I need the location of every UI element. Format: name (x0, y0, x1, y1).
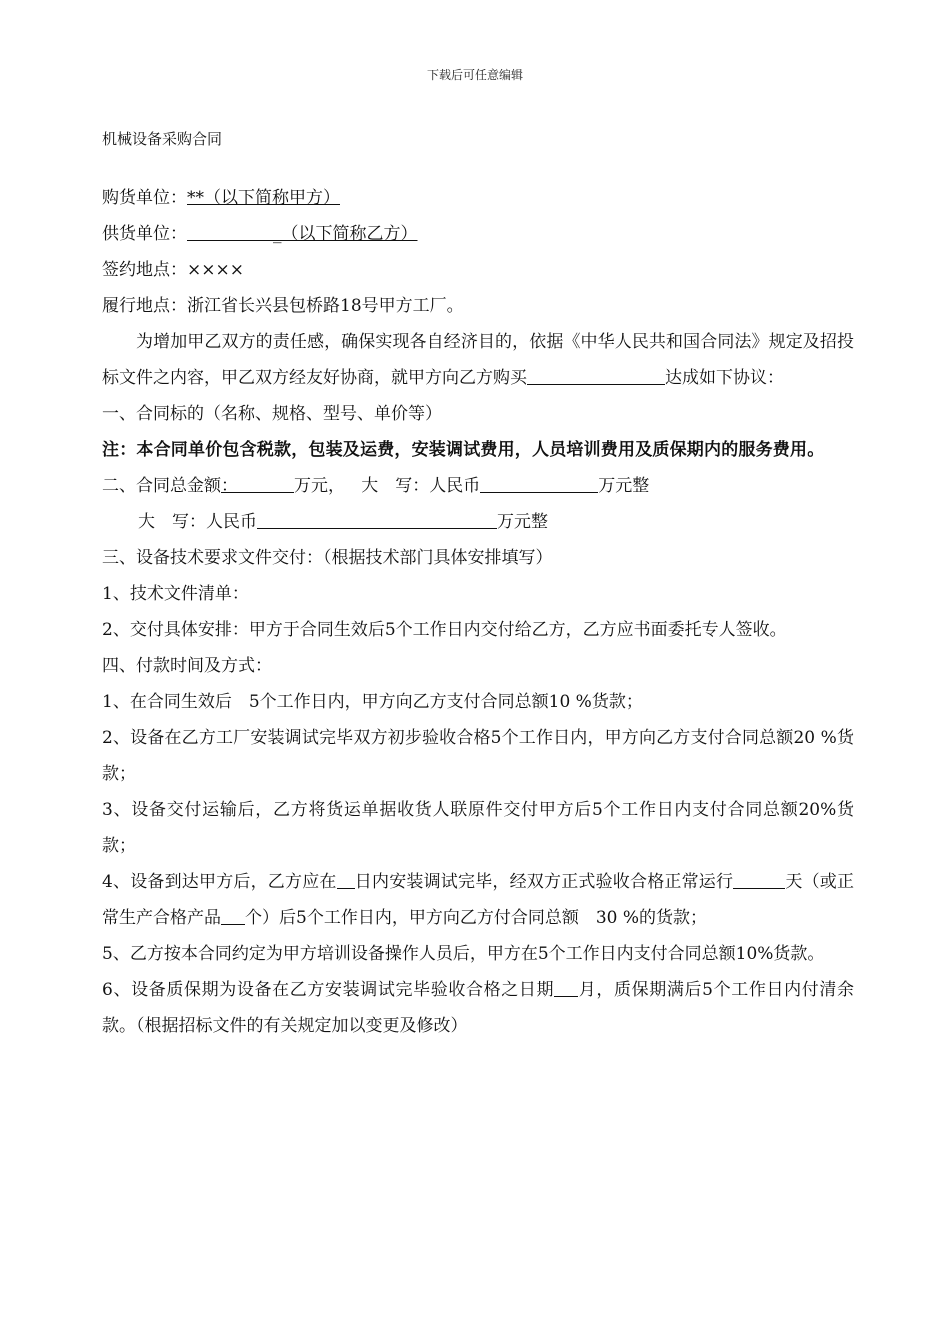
s4-item2: 2、设备在乙方工厂安装调试完毕双方初步验收合格5个工作日内，甲方向乙方支付合同总额20 %货款； (102, 728, 854, 784)
supplier-value: _（以下简称乙方） (273, 224, 418, 244)
daxie-end-2: 万元整 (497, 512, 548, 532)
supplier-blank (187, 220, 273, 241)
section2-line (102, 468, 854, 504)
perform-place-line: 履行地点：浙江省长兴县包桥路18号甲方工厂。 (102, 296, 464, 316)
daxie-blank (480, 472, 598, 493)
warranty-months-blank (554, 976, 578, 997)
s4-item6-b: 月，质保期满后5个工作日内付清余款。（根据招标文件的有关规定加以变更及修改） (102, 980, 854, 1036)
s4-item4-b: 日内安装调试完毕，经双方正式验收合格正常运行 (354, 872, 734, 892)
purchase-item-blank (527, 364, 665, 385)
daxie-label-2: 大 写：人民币 (138, 512, 257, 532)
s4-item4-a: 4、设备到达甲方后，乙方应在 (102, 872, 337, 892)
s4-item5: 5、乙方按本合同约定为甲方培训设备操作人员后，甲方在5个工作日内支付合同总额10%货款。 (102, 944, 825, 964)
daxie-end: 万元整 (598, 476, 650, 496)
section1-heading: 一、合同标的（名称、规格、型号、单价等） (102, 404, 442, 424)
buyer-label: 购货单位： (102, 188, 187, 208)
supplier-label: 供货单位： (102, 224, 187, 244)
s4-item4 (102, 864, 854, 936)
s4-item6-a: 6、设备质保期为设备在乙方安装调试完毕验收合格之日期 (102, 980, 555, 1000)
buyer-line (102, 180, 854, 216)
install-days-blank (337, 868, 355, 889)
page-header: 下载后可任意编辑 (426, 68, 523, 82)
wan-unit: 万元， (294, 476, 345, 496)
total-amount-blank (238, 472, 294, 493)
intro-text: 为增加甲乙双方的责任感，确保实现各自经济目的，依据《中华人民共和国合同法》规定及招投标文件之内容，甲乙双方经友好协商，就甲方向乙方购买 (102, 332, 854, 388)
section4-heading: 四、付款时间及方式： (102, 656, 272, 676)
s4-item1: 1、在合同生效后 5个工作日内，甲方向乙方支付合同总额10 %货款； (102, 692, 643, 712)
daxie-blank-2 (257, 508, 497, 529)
s3-item1: 1、技术文件清单： (102, 584, 249, 604)
run-days-blank (733, 868, 785, 889)
sign-place-line: 签约地点：×××× (102, 260, 244, 280)
price-note: 注：本合同单价包含税款，包装及运费，安装调试费用，人员培训费用及质保期内的服务费用。 (102, 440, 825, 460)
s4-item6 (102, 972, 854, 1044)
s4-item4-c: 天（或正常生产合格产品 (102, 872, 855, 928)
total-amount-label: 二、合同总金额 (102, 476, 221, 496)
contract-body (102, 180, 854, 1044)
intro-paragraph (102, 324, 854, 396)
section3-heading: 三、设备技术要求文件交付：（根据技术部门具体安排填写） (102, 548, 553, 568)
section2b-line (102, 504, 854, 540)
buyer-value: **（以下简称甲方） (187, 188, 340, 208)
total-amount-colon: ： (221, 476, 238, 496)
contract-title: 机械设备采购合同 (102, 130, 223, 148)
supplier-line (102, 216, 854, 252)
s4-item4-d: 个）后5个工作日内，甲方向乙方付合同总额 30 %的货款； (245, 908, 708, 928)
intro-text-end: 达成如下协议： (665, 368, 784, 388)
s4-item3: 3、设备交付运输后，乙方将货运单据收货人联原件交付甲方后5个工作日内支付合同总额20%货款； (102, 800, 854, 856)
daxie-label: 大 写：人民币 (361, 476, 481, 496)
product-count-blank (221, 904, 245, 925)
s3-item2: 2、交付具体安排：甲方于合同生效后5个工作日内交付给乙方，乙方应书面委托专人签收。 (102, 620, 787, 640)
